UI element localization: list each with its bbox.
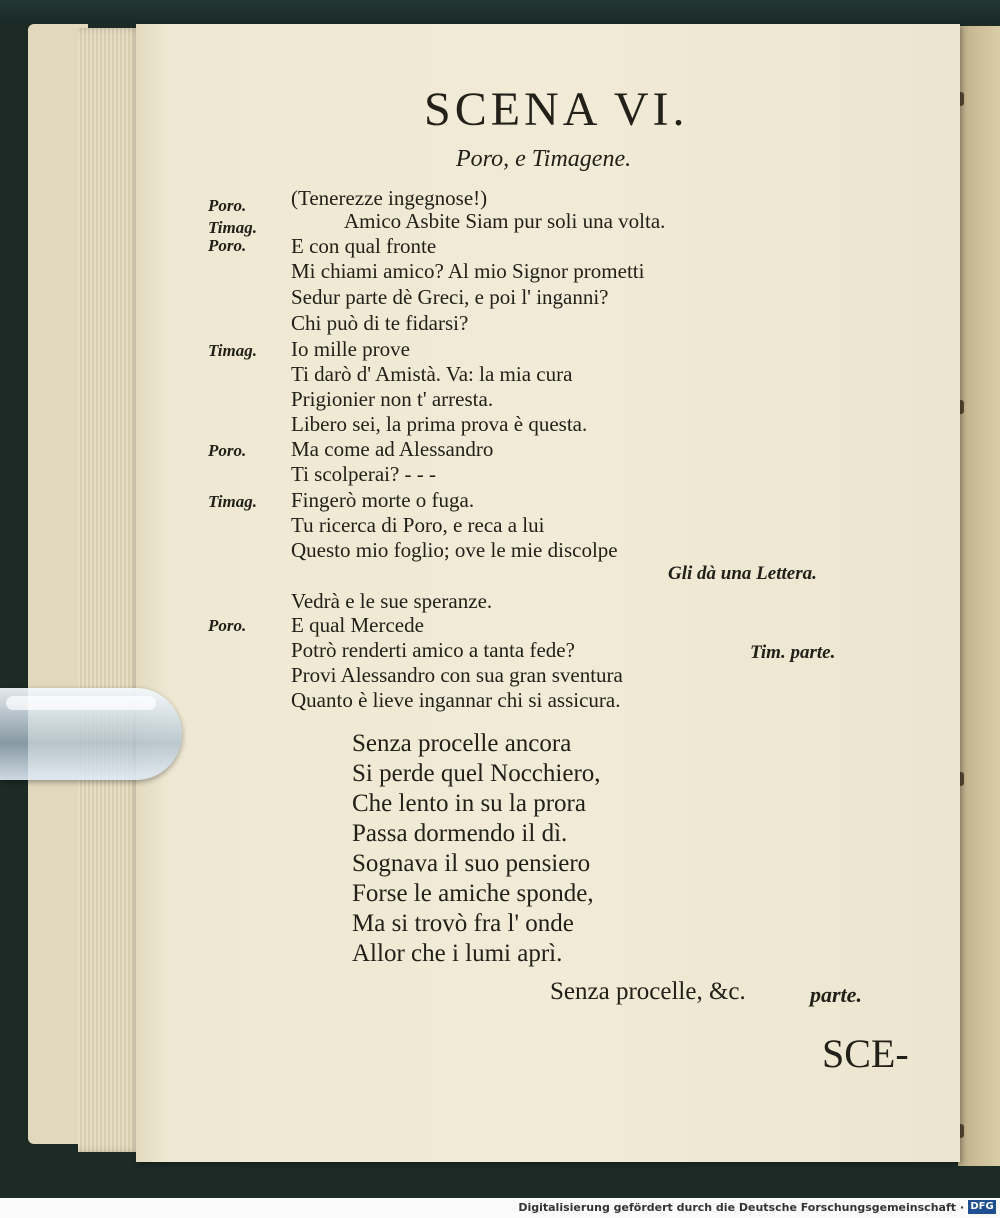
book-cover-right	[958, 26, 1000, 1166]
dialogue-line: Ti scolperai? - - -	[291, 462, 437, 486]
dialogue-line: Libero sei, la prima prova è questa.	[291, 412, 588, 436]
scene-subtitle: Poro, e Timagene.	[456, 146, 632, 172]
dialogue-line: Ma come ad Alessandro	[291, 437, 494, 461]
dialogue-line: E con qual fronte	[291, 234, 437, 258]
footer-bar	[0, 1198, 1000, 1218]
page-clip	[0, 688, 182, 780]
clip-highlight	[6, 696, 156, 710]
dialogue-line: Mi chiami amico? Al mio Signor prometti	[291, 259, 645, 283]
dialogue-line: Questo mio foglio; ove le mie discolpe	[291, 538, 618, 562]
dialogue-line: Provi Alessandro con sua gran sventura	[291, 663, 623, 687]
dialogue-line: Quanto è lieve ingannar chi si assicura.	[291, 688, 621, 712]
dialogue-line: Potrò renderti amico a tanta fede?	[291, 638, 575, 662]
dialogue-line: E qual Mercede	[291, 613, 424, 637]
dialogue-line: Sedur parte dè Greci, e poi l' inganni?	[291, 285, 609, 309]
dialogue-line: Prigionier non t' arresta.	[291, 387, 494, 411]
dialogue-line: Fingerò morte o fuga.	[291, 488, 475, 512]
stage-direction: Tim. parte.	[750, 642, 836, 663]
scanner-background	[0, 0, 1000, 24]
aria-line: Si perde quel Nocchiero,	[352, 760, 601, 787]
dialogue-line: (Tenerezze ingegnose!)	[291, 186, 488, 210]
page-edges	[78, 28, 142, 1152]
aria-line: Forse le amiche sponde,	[352, 880, 594, 907]
speaker-label: Timag.	[208, 492, 257, 511]
dialogue-line: Tu ricerca di Poro, e reca a lui	[291, 513, 545, 537]
aria-line: Allor che i lumi aprì.	[352, 940, 563, 967]
speaker-label: Poro.	[208, 441, 247, 460]
scene-title: SCENA VI.	[424, 83, 689, 136]
stage-direction: parte.	[810, 982, 862, 1007]
catchword: SCE-	[822, 1031, 909, 1076]
speaker-label: Poro.	[208, 196, 247, 215]
speaker-label: Poro.	[208, 236, 247, 255]
funding-note: Digitalisierung gefördert durch die Deutsche Forschungsgemeinschaft ·	[518, 1201, 964, 1214]
speaker-label: Timag.	[208, 218, 257, 237]
dialogue-line: Chi può di te fidarsi?	[291, 311, 469, 335]
dialogue-line: Ti darò d' Amistà. Va: la mia cura	[291, 362, 573, 386]
dialogue-line: Io mille prove	[291, 337, 410, 361]
stage-direction: Gli dà una Lettera.	[668, 563, 817, 584]
speaker-label: Poro.	[208, 616, 247, 635]
aria-line: Senza procelle ancora	[352, 730, 572, 757]
speaker-label: Timag.	[208, 341, 257, 360]
aria-line: Che lento in su la prora	[352, 790, 586, 817]
dialogue-line: Vedrà e le sue speranze.	[291, 589, 493, 613]
dialogue-line: Amico Asbite Siam pur soli una volta.	[344, 209, 666, 233]
aria-repeat: Senza procelle, &c.	[550, 978, 746, 1005]
aria-line: Sognava il suo pensiero	[352, 850, 591, 877]
dfg-logo[interactable]: DFG	[968, 1200, 996, 1214]
aria-line: Passa dormendo il dì.	[352, 820, 568, 847]
aria-line: Ma si trovò fra l' onde	[352, 910, 574, 937]
